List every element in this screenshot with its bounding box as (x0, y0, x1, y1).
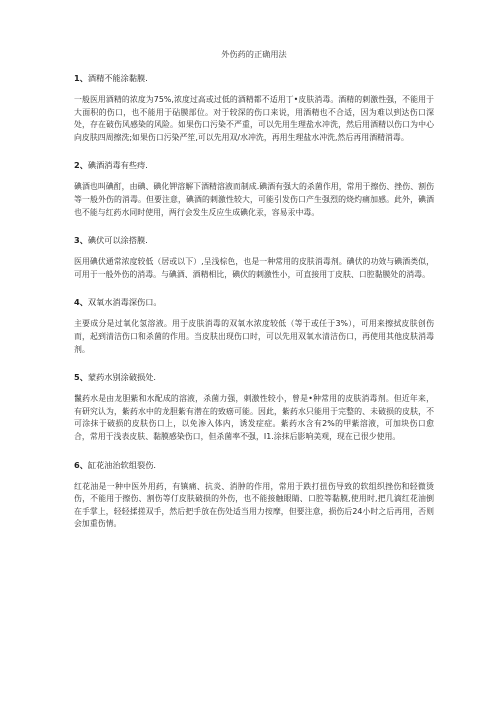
section-body: 碘酒也叫碘酊，由碘、碘化钾溶解下酒精溶液而制成.碘酒有强大的杀菌作用，常用于擦伤、挫伤、割伤等一般外伤的消毒。但要注意，碘酒的刺激性较大，可能引发伤口产生强烈的烧灼痛加感。此外，碘酒也不能与红药水同时使用，两行会发生反应生成碘化汞，容易汞中毒。 (74, 182, 434, 217)
section-body: 医用碘伏通常浓度较低（居或以下）,呈浅棕色，也是一种常用的皮肤消毒剂。碘伏的功效与碘酒类似，可用于一般外伤的消毒。与碘酒、酒精相比，碘伏的刺激性小，可直接用丁皮肤、口腔黏膜处的消毒。 (74, 257, 434, 279)
section-body: 鬣药水是由龙胆紫和水配成的溶液，杀菌力强，刺激性较小，曾是•种常用的皮肤消毒剂。但近年来，有研究认为，紫药水中的龙胆紫有潜在的致癌可能。因此，紫药水只能用于完整的、未破损的皮肤，不可涂抹于破损的皮肤伤口上，以免渗入体内，诱发症症。紫药水含有2%的甲紫溶液，可加块伤口愈合，常用于浅表皮肤、黏膜感染伤口，但杀菌率不强，I1.涂抹后影响美观，现在已很少使用。 (74, 394, 434, 441)
section-heading-text: 缸花油治软组裂伤. (87, 459, 156, 470)
section-body: 一般医用酒精的浓度为75%,浓度过高或过低的酒精都不适用丁•皮肤消毒。酒精的刺激性强，不能用于大面积的伤口，也不能用于砧膜部位。对于较深的伤口来说，用酒精也不合适，因为难以到达伤口深处，存在破伤风感染的风险。如果伤口污染不严重，可以先用生理盐水冲洗，然后用酒精以伤口为中心向皮肤四周擦洗;如果伤口污染严笙,可以先用双/水冲洗，再用生理盐水冲洗,然后再用酒精消毒。 (74, 95, 434, 142)
section-heading-text: 双氧水消毒深伤口。 (87, 297, 162, 308)
section-number: 2、 (74, 160, 88, 171)
section-number: 6、 (74, 459, 88, 470)
section-number: 3、 (74, 235, 88, 246)
section-number: 4、 (74, 297, 88, 308)
section-body: 主要成分是过氧化氢溶液。用于皮肤消毒的双氧水浓度较低（等于或任于3%），可用来擦拭皮肤创伤而，起到清洁伤口和杀菌的作用。当皮肤出现伤口时，可以先用双氧水清洁伤口，再使用其他皮肤消毒剂。 (74, 319, 434, 354)
section-body: 红花油是一种中医外用药，有镇痛、抗炎、消肿的作用，常用于跌打扭伤导致的软组织挫伤和轻微烫伤，不能用于擦伤、割伤等仃皮肤破损的外伤，也不能接触眼睛、口腔等黏膜,使用时,把几滴红花油倒在手掌上，轻轻揉搓双手，然后把手放在伤处适当用力按摩，但要注意，损伤后24小时之后再用，否则会加重伤情。 (74, 481, 434, 529)
section-heading (74, 159, 434, 171)
section-heading (74, 296, 434, 308)
section-heading-text: 碘伏可以涂搭膜. (87, 235, 148, 246)
section-heading-text: 蒙药水别涂破损处. (87, 372, 156, 383)
section-heading-text: 酒精不能涂黏膜. (87, 73, 148, 83)
section-heading (74, 459, 434, 471)
section-hydrogen-peroxide (74, 296, 434, 356)
section-povidone-iodine (74, 234, 434, 281)
section-heading-text: 碘酒消毒有些痔. (87, 160, 148, 171)
section-number: 1、 (74, 73, 88, 83)
section-alcohol (74, 72, 434, 144)
section-iodine-tincture (74, 159, 434, 219)
document-title: 外伤药的正确用法 (221, 49, 287, 59)
section-heading (74, 72, 434, 84)
section-safflower-oil (74, 459, 434, 531)
section-gentian-violet (74, 371, 434, 443)
section-number: 5、 (74, 372, 88, 383)
section-heading (74, 234, 434, 246)
section-heading (74, 371, 434, 383)
